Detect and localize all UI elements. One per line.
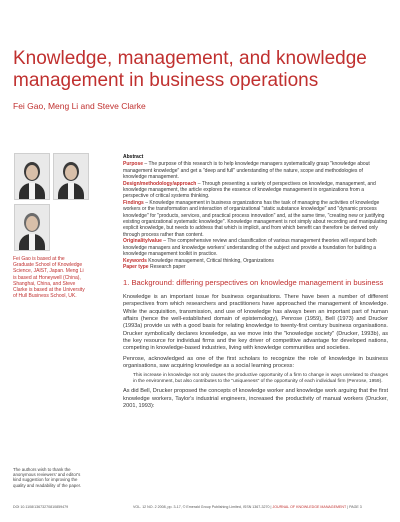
paragraph: As did Bell, Drucker proposed the concepts of knowledge worker and knowledge work arguing that the first knowledge workers, Taylor's industrial engineers, increased the productivity of manual workers (Drucker, 2001, 1993): <box>123 388 388 410</box>
abstract-paper-type: Paper type Research paper <box>123 263 186 270</box>
page-footer <box>13 505 389 509</box>
footer-citation-line: VOL. 12 NO. 2 2008, pp. 3-17, © Emerald Group Publishing Limited, ISSN 1367-3270 | JOURNAL OF KNOWLEDGE MANAGEMENT | PAGE 3 <box>133 505 362 509</box>
body-text <box>123 294 388 413</box>
abstract-findings: Findings – Knowledge management in business organizations has the task of managing the activities of knowledge workers or the transformation and interaction of organizational "static substance knowledge" and "dynamic process knowledge" for "products, services, and practical process innovation" and, at the same time, "creating new or justifying existing organizational systematic knowledge". Knowledge management is not simply about recording and manipulating explicit knowledge, but needs to address that which is implicit, and from which benefit can therefore be derived only through process rather than content. <box>123 199 388 238</box>
abstract-keywords: Keywords Knowledge management, Critical thinking, Organizations <box>123 257 274 264</box>
author-affiliation-note: Fei Gao is based at the Graduate School of Knowledge Science, JAIST, Japan. Meng Li is based at Honeywell (China), Shanghai, China, and Steve Clarke is based at the University of Hull Business School, UK. <box>13 256 85 300</box>
author-list: Fei Gao, Meng Li and Steve Clarke <box>13 101 146 111</box>
abstract-purpose: Purpose – The purpose of this research is to help knowledge managers systematically grasp "knowledge about management knowledge" and get a "deep and full" understanding of the nature, scope and methodologies of knowledge management. <box>123 161 370 181</box>
abstract-design: Design/methodology/approach – Through presenting a variety of perspectives on knowledge, management, and knowledge management, the article explores the essence of knowledge management in organizations from a perspective of critical systems thinking. <box>123 180 376 200</box>
footer-page: PAGE 3 <box>349 505 362 509</box>
footer-citation: VOL. 12 NO. 2 2008, pp. 3-17, © Emerald Group Publishing Limited, ISSN 1367-3270 <box>133 505 270 509</box>
acknowledgement-note: The authors wish to thank the anonymous reviewers' and editor's kind suggestion for improving the quality and readability of the paper. <box>13 467 82 488</box>
paragraph: Penrose, acknowledged as one of the first scholars to recognize the role of knowledge in business organisations, saw acquiring knowledge as a social learning process: <box>123 355 388 370</box>
author-photo-steve-clarke <box>14 204 50 251</box>
section-heading: 1. Background: differing perspectives on knowledge management in business <box>123 278 384 287</box>
abstract-heading: Abstract <box>123 154 144 160</box>
abstract-originality: Originality/value – The comprehensive review and classification of various management theories will expand both knowledge managers and knowledge workers' understanding of the subject and provide a foundation for building a knowledge management toolkit in practice. <box>123 238 377 258</box>
footer-doi: DOI 10.1108/13673270810859479 <box>13 505 69 509</box>
abstract <box>123 154 388 270</box>
author-photo-meng-li <box>53 153 89 200</box>
footer-journal: JOURNAL OF KNOWLEDGE MANAGEMENT <box>272 505 347 509</box>
article-title: Knowledge, management, and knowledge management in business operations <box>13 48 367 91</box>
paragraph: Knowledge is an important issue for business organisations. There have been a number of different perspectives from which researchers and practitioners have approached the management of knowledge. While the acquisition, transmission, and use of knowledge has always been an important part of human affairs (hence the well-established domain of epistemology), Penrose (1959), Bell (1973) and Drucker (1993a) provide us with a good basis for relating knowledge to twenty-first century business organisations. Drucker symbolically declares knowledge, as we move into the "knowledge society" (Drucker, 1993b), as the key resource for individual firms and the key driver of competitive advantage for developed nations, competing in knowledge-based industries, living with knowledge communities and societies. <box>123 294 388 352</box>
block-quote: This increase in knowledge not only causes the productive opportunity of a firm to change in ways unrelated to changes in the environment, but also contributes to the "uniqueness" of the opportunity of each individual firm (Penrose, 1959). <box>133 373 388 385</box>
author-photo-fei-gao <box>14 153 50 200</box>
